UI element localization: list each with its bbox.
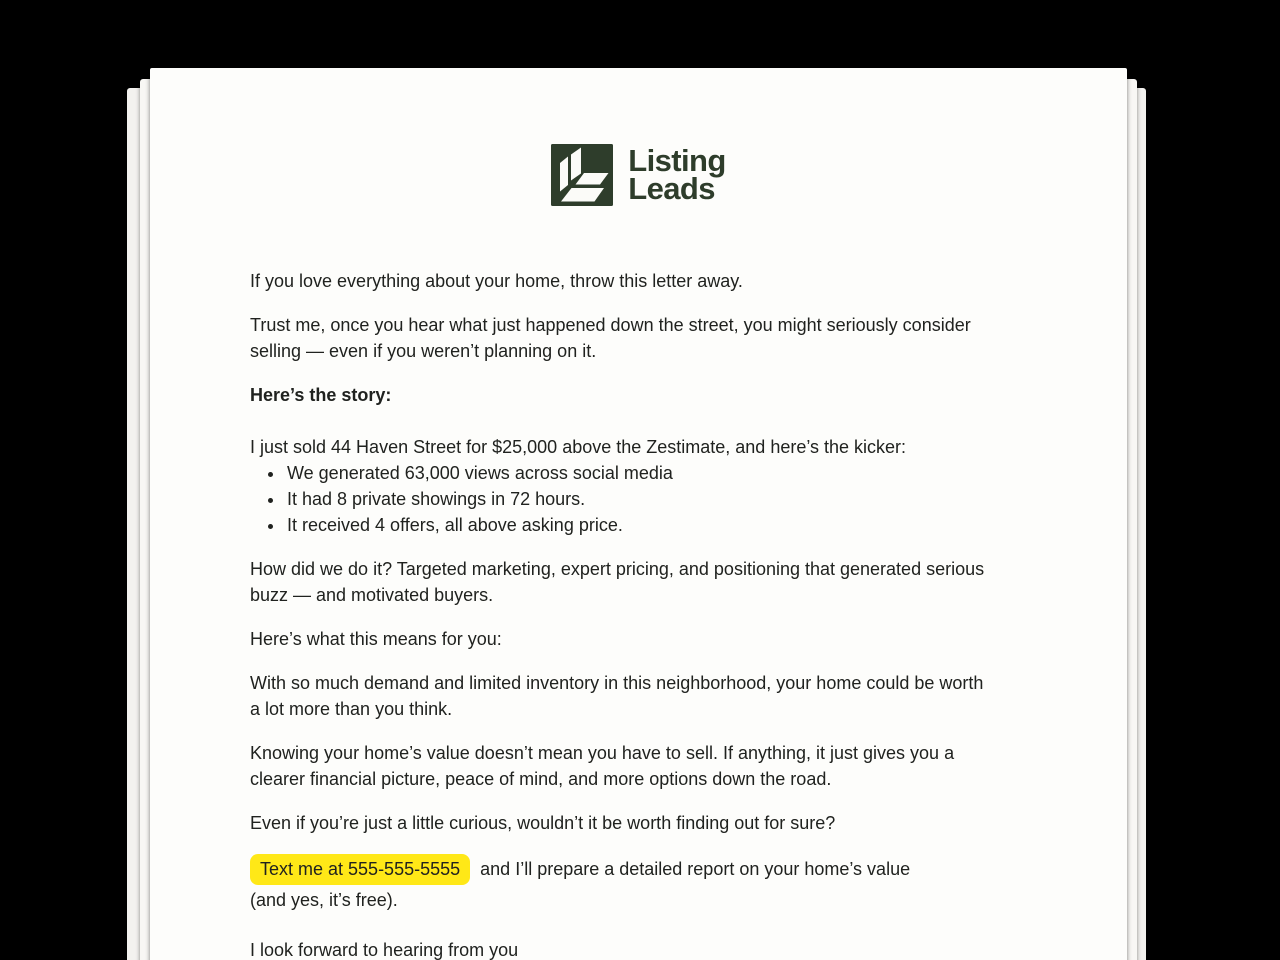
paragraph-trust: Trust me, once you hear what just happened down the street, you might seriously consider selling — even if you weren’t planning on it. [250, 315, 971, 361]
logo-wordmark-line2: Leads [628, 171, 715, 206]
bullet-item-showings: • It had 8 private showings in 72 hours. [285, 486, 995, 512]
paragraph-knowing: Knowing your home’s value doesn’t mean you have to sell. If anything, it just gives you a clearer financial picture, peace of mind, and more options down the road. [250, 743, 955, 789]
paragraph-demand: With so much demand and limited inventory in this neighborhood, your home could be worth a lot more than you think. [250, 673, 984, 719]
paragraph-intro: If you love everything about your home, throw this letter away. [250, 271, 743, 291]
kicker-bullet-list [250, 460, 995, 538]
logo-wordmark-line1: Listing [628, 143, 726, 178]
letter-body [250, 268, 995, 960]
bullet-item-offers: • It received 4 offers, all above asking price. [285, 512, 995, 538]
logo-wordmark [628, 143, 726, 206]
story-heading: Here’s the story: [250, 385, 392, 405]
paragraph-sold: I just sold 44 Haven Street for $25,000 above the Zestimate, and here’s the kicker: [250, 437, 907, 457]
cta-phone-highlight: Text me at 555-555-5555 [250, 854, 470, 885]
letter-page [150, 68, 1127, 960]
paragraph-how: How did we do it? Targeted marketing, expert pricing, and positioning that generated serious buzz — and motivated buyers. [250, 559, 985, 605]
closing-line: I look forward to hearing from you [250, 940, 519, 960]
paragraph-means: Here’s what this means for you: [250, 629, 502, 649]
listing-leads-book-icon [551, 144, 613, 206]
listing-leads-logo [250, 144, 1027, 206]
cta-paragraph [250, 854, 995, 916]
bullet-item-views: • We generated 63,000 views across social media [285, 460, 995, 486]
paragraph-curious: Even if you’re just a little curious, wouldn’t it be worth finding out for sure? [250, 813, 836, 833]
cta-rest-text: and I’ll prepare a detailed report on your home’s value [480, 859, 911, 879]
cta-free-note: (and yes, it’s free). [250, 890, 398, 910]
